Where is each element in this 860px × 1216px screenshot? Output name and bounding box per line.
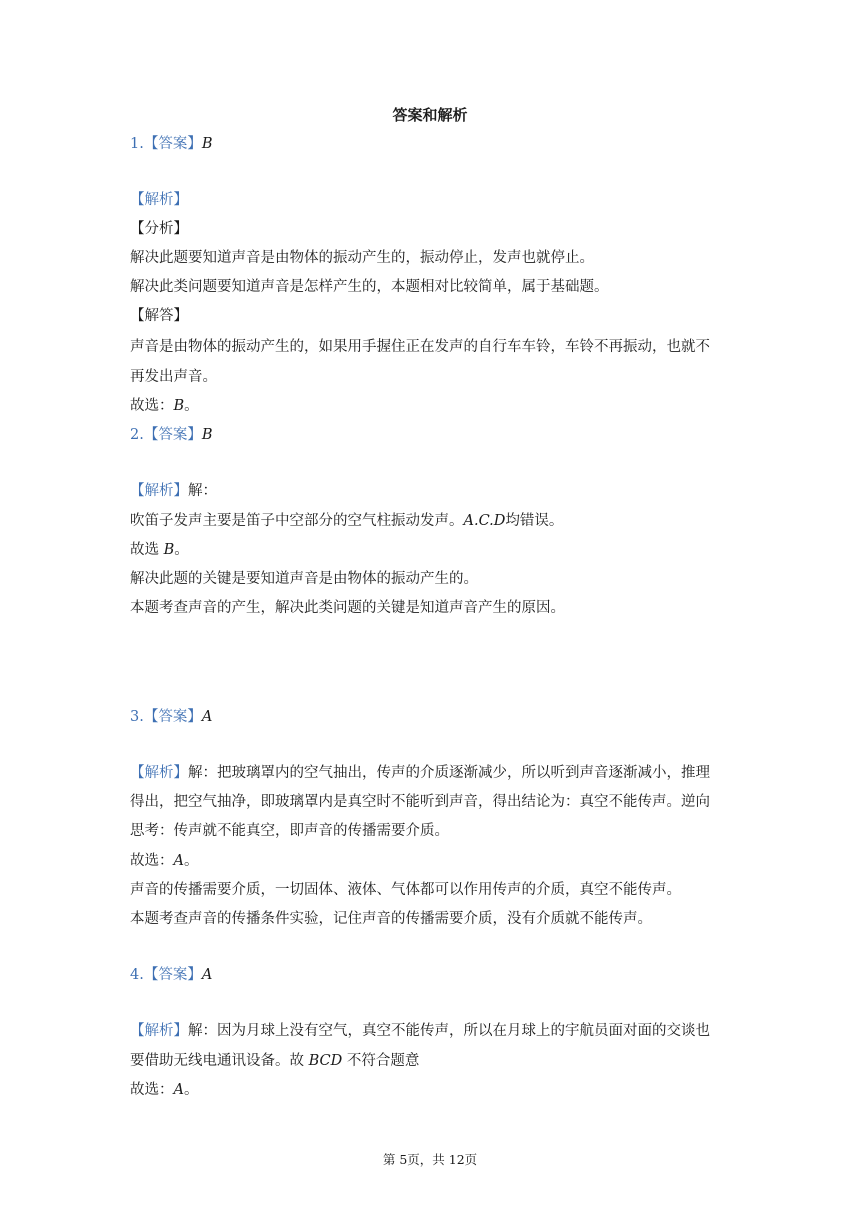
q3-line-1: 解：把玻璃罩内的空气抽出，传声的介质逐渐减少，所以听到声音逐渐减小，推理 [188,765,710,781]
q3-answer-tag: 【答案】 [143,709,202,725]
q2-answer-value: B [201,427,213,443]
q1-jieda-line-2: 再发出声音。 [130,369,217,385]
footer-page-number: 5 [399,1152,408,1167]
page-title: 答案和解析 [392,106,468,124]
q3-line-2: 得出，把空气抽净，即玻璃罩内是真空时不能听到声音，得出结论为：真空不能传声。逆向 [130,794,710,810]
q2-jie: 解： [188,483,217,499]
q2-line-1-tail: 均错误。 [505,513,564,529]
q3-answer-line [130,707,212,727]
q2-number: 2. [130,427,144,443]
q3-jiexi-line [130,763,710,783]
q1-choice-value: B [173,398,185,414]
footer-middle: 页，共 [407,1152,449,1167]
q4-number: 4. [130,967,144,983]
q3-choice-suffix: 。 [183,853,199,869]
q2-line-1 [130,511,563,531]
q4-answer-tag: 【答案】 [143,967,202,983]
q1-answer-value: B [201,136,213,152]
q2-choice-suffix: 。 [174,542,189,558]
footer-prefix: 第 [382,1152,400,1167]
q4-choice-line [130,1080,198,1100]
q1-number: 1. [130,136,144,152]
q2-line-3: 解决此题的关键是要知道声音是由物体的振动产生的。 [130,571,478,587]
q4-answer-value: A [201,967,213,983]
q1-jieda-line-1: 声音是由物体的振动产生的，如果用手握住正在发声的自行车车铃，车铃不再振动，也就不 [130,339,710,355]
q3-choice-prefix: 故选： [130,853,174,869]
q2-choice-prefix: 故选 [130,542,164,558]
q1-choice-prefix: 故选： [130,398,174,414]
page-footer [0,1150,860,1168]
q4-jiexi-line [130,1021,710,1041]
q1-jiexi-tag: 【解析】 [130,192,188,208]
q3-jiexi-tag: 【解析】 [130,765,188,781]
q3-line-6: 本题考查声音的传播条件实验，记住声音的传播需要介质，没有介质就不能传声。 [130,911,652,927]
q4-line-2-tail: 不符合题意 [342,1053,420,1069]
q1-choice-suffix: 。 [184,398,199,414]
q4-answer-line [130,965,212,985]
q4-line-2-text: 要借助无线电通讯设备。故 [130,1053,309,1069]
footer-total-pages: 12 [448,1152,465,1167]
q3-choice-value: A [173,853,184,869]
q4-jiexi-tag: 【解析】 [130,1023,188,1039]
q3-line-3: 思考：传声就不能真空，即声音的传播需要介质。 [130,823,449,839]
q1-answer-tag: 【答案】 [143,136,202,152]
q2-jiexi-tag: 【解析】 [130,483,188,499]
q3-line-5: 声音的传播需要介质，一切固体、液体、气体都可以作用传声的介质，真空不能传声。 [130,882,681,898]
q2-answer-tag: 【答案】 [143,427,202,443]
q2-line-1-text: 吹笛子发声主要是笛子中空部分的空气柱振动发声。 [130,513,464,529]
q4-choice-suffix: 。 [183,1082,199,1098]
q4-choice-prefix: 故选： [130,1082,174,1098]
q3-number: 3. [130,709,144,725]
q4-line-2-math: BCD [308,1053,343,1069]
q4-line-1: 解：因为月球上没有空气，真空不能传声，所以在月球上的宇航员面对面的交谈也 [188,1023,710,1039]
footer-suffix: 页 [464,1152,478,1167]
q2-answer-line [130,425,213,445]
q3-choice-line [130,851,198,871]
q1-jieda-tag: 【解答】 [130,308,188,324]
q2-choice-line [130,540,189,560]
q4-line-2 [130,1051,419,1071]
q1-fenxi-line-1: 解决此题要知道声音是由物体的振动产生的，振动停止，发声也就停止。 [130,250,594,266]
q1-fenxi-tag: 【分析】 [130,221,188,237]
q1-fenxi-line-2: 解决此类问题要知道声音是怎样产生的，本题相对比较简单，属于基础题。 [130,279,609,295]
q2-choice-value: B [163,542,175,558]
q2-jiexi-line [130,481,217,501]
q1-answer-line [130,134,213,154]
q4-choice-value: A [173,1082,184,1098]
q1-choice-line [130,396,199,416]
q2-line-1-math: A.C.D [463,513,506,529]
q3-answer-value: A [201,709,213,725]
q2-line-4: 本题考查声音的产生，解决此类问题的关键是知道声音产生的原因。 [130,600,565,616]
